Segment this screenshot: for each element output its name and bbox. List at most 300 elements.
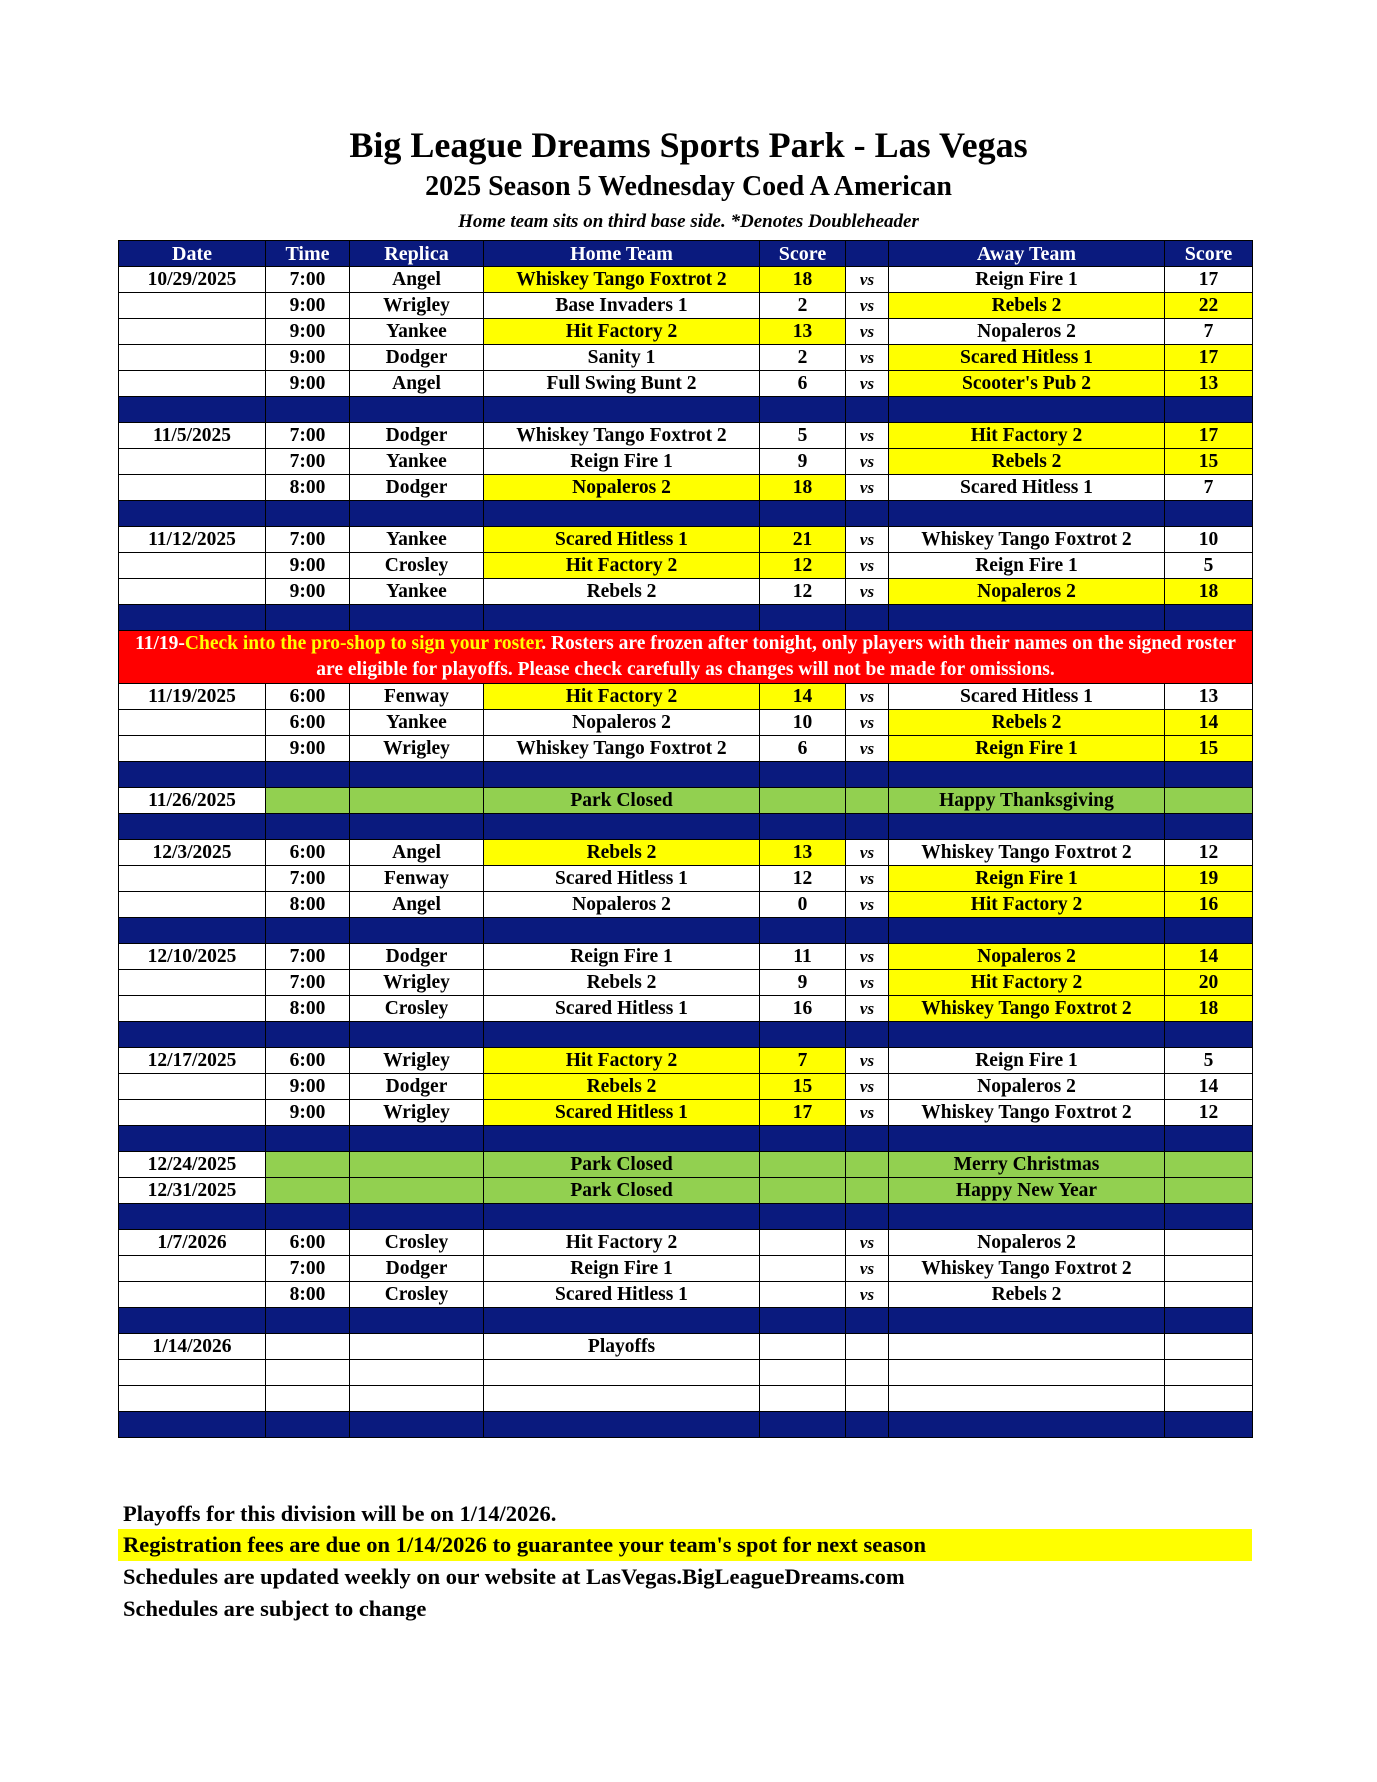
field-cell: Yankee	[350, 527, 484, 553]
separator-cell	[889, 1126, 1165, 1152]
away-team-cell: Whiskey Tango Foxtrot 2	[889, 996, 1165, 1022]
away-team-cell: Scared Hitless 1	[889, 684, 1165, 710]
home-score-cell: 14	[760, 684, 846, 710]
table-header-row	[119, 241, 1253, 267]
holiday-label: Merry Christmas	[889, 1152, 1165, 1178]
week-separator-row	[119, 501, 1253, 527]
away-score-cell: 5	[1165, 553, 1253, 579]
footer-disclaimer: Schedules are subject to change	[123, 1596, 427, 1621]
home-team-cell: Whiskey Tango Foxtrot 2	[484, 267, 760, 293]
game-row	[119, 579, 1253, 605]
away-score-cell: 14	[1165, 944, 1253, 970]
away-team-cell: Scared Hitless 1	[889, 475, 1165, 501]
separator-cell	[119, 397, 266, 423]
date-cell: 12/3/2025	[119, 840, 266, 866]
header-away-score: Score	[1165, 241, 1253, 267]
date-cell: 10/29/2025	[119, 267, 266, 293]
separator-cell	[1165, 1022, 1253, 1048]
separator-cell	[889, 1412, 1165, 1438]
time-cell: 7:00	[266, 449, 350, 475]
away-team-cell: Whiskey Tango Foxtrot 2	[889, 1256, 1165, 1282]
field-cell	[350, 1178, 484, 1204]
week-separator-row	[119, 762, 1253, 788]
separator-cell	[350, 814, 484, 840]
separator-cell	[760, 1022, 846, 1048]
away-score-cell	[1165, 1152, 1253, 1178]
separator-cell	[760, 397, 846, 423]
home-score-cell	[760, 1282, 846, 1308]
time-cell: 6:00	[266, 684, 350, 710]
home-score-cell: 18	[760, 267, 846, 293]
time-cell: 9:00	[266, 293, 350, 319]
field-cell: Fenway	[350, 684, 484, 710]
field-cell: Crosley	[350, 553, 484, 579]
date-cell	[119, 345, 266, 371]
separator-cell	[266, 501, 350, 527]
field-cell: Wrigley	[350, 293, 484, 319]
home-score-cell: 17	[760, 1100, 846, 1126]
separator-cell	[266, 1204, 350, 1230]
field-cell: Dodger	[350, 1074, 484, 1100]
away-score-cell: 13	[1165, 371, 1253, 397]
separator-cell	[119, 814, 266, 840]
field-cell: Fenway	[350, 866, 484, 892]
game-row	[119, 1256, 1253, 1282]
closed-label: Park Closed	[484, 1178, 760, 1204]
away-team-cell	[889, 1334, 1165, 1360]
separator-cell	[119, 1022, 266, 1048]
away-team-cell: Rebels 2	[889, 293, 1165, 319]
field-cell: Dodger	[350, 423, 484, 449]
date-cell	[119, 996, 266, 1022]
home-score-cell: 5	[760, 423, 846, 449]
separator-cell	[484, 814, 760, 840]
home-team-cell: Nopaleros 2	[484, 475, 760, 501]
home-team-cell: Nopaleros 2	[484, 710, 760, 736]
separator-cell	[1165, 1412, 1253, 1438]
field-cell: Dodger	[350, 345, 484, 371]
separator-cell	[350, 605, 484, 631]
vs-cell: vs	[846, 1048, 889, 1074]
home-team-cell: Whiskey Tango Foxtrot 2	[484, 423, 760, 449]
game-row	[119, 1360, 1253, 1386]
separator-cell	[119, 501, 266, 527]
field-cell: Angel	[350, 371, 484, 397]
field-cell: Crosley	[350, 1282, 484, 1308]
field-cell: Wrigley	[350, 970, 484, 996]
home-score-cell: 0	[760, 892, 846, 918]
time-cell: 6:00	[266, 840, 350, 866]
holiday-label: Happy Thanksgiving	[889, 788, 1165, 814]
time-cell: 7:00	[266, 1256, 350, 1282]
separator-cell	[266, 762, 350, 788]
separator-cell	[484, 1022, 760, 1048]
field-cell	[350, 1334, 484, 1360]
away-score-cell: 14	[1165, 710, 1253, 736]
home-team-cell: Scared Hitless 1	[484, 1100, 760, 1126]
vs-cell: vs	[846, 970, 889, 996]
separator-cell	[119, 1204, 266, 1230]
vs-cell: vs	[846, 345, 889, 371]
time-cell: 9:00	[266, 371, 350, 397]
separator-cell	[1165, 762, 1253, 788]
time-cell: 6:00	[266, 1048, 350, 1074]
time-cell	[266, 1178, 350, 1204]
home-score-cell: 18	[760, 475, 846, 501]
away-score-cell: 12	[1165, 840, 1253, 866]
separator-cell	[760, 762, 846, 788]
separator-cell	[350, 397, 484, 423]
separator-cell	[846, 1204, 889, 1230]
separator-cell	[760, 814, 846, 840]
home-team-cell: Rebels 2	[484, 579, 760, 605]
away-team-cell: Reign Fire 1	[889, 267, 1165, 293]
away-score-cell: 15	[1165, 449, 1253, 475]
separator-cell	[760, 1126, 846, 1152]
away-team-cell: Rebels 2	[889, 449, 1165, 475]
home-team-cell: Reign Fire 1	[484, 449, 760, 475]
vs-cell	[846, 1360, 889, 1386]
home-team-cell: Hit Factory 2	[484, 319, 760, 345]
separator-cell	[350, 1022, 484, 1048]
time-cell: 9:00	[266, 1074, 350, 1100]
week-separator-row	[119, 1412, 1253, 1438]
separator-cell	[760, 605, 846, 631]
vs-cell: vs	[846, 371, 889, 397]
roster-notice	[119, 631, 1253, 684]
date-cell: 11/19/2025	[119, 684, 266, 710]
separator-cell	[484, 1204, 760, 1230]
date-cell	[119, 1360, 266, 1386]
separator-cell	[1165, 918, 1253, 944]
separator-cell	[119, 605, 266, 631]
home-team-cell	[484, 1386, 760, 1412]
footer-registration: Registration fees are due on 1/14/2026 to guarantee your team's spot for next season	[118, 1529, 1252, 1561]
away-team-cell: Rebels 2	[889, 1282, 1165, 1308]
away-team-cell: Nopaleros 2	[889, 319, 1165, 345]
date-cell: 11/26/2025	[119, 788, 266, 814]
separator-cell	[484, 501, 760, 527]
vs-cell: vs	[846, 944, 889, 970]
home-team-cell: Hit Factory 2	[484, 1230, 760, 1256]
away-team-cell: Nopaleros 2	[889, 944, 1165, 970]
vs-cell: vs	[846, 319, 889, 345]
separator-cell	[350, 1412, 484, 1438]
date-cell: 12/17/2025	[119, 1048, 266, 1074]
game-row	[119, 866, 1253, 892]
home-team-cell: Nopaleros 2	[484, 892, 760, 918]
away-team-cell: Reign Fire 1	[889, 736, 1165, 762]
home-score-cell: 13	[760, 840, 846, 866]
time-cell	[266, 1334, 350, 1360]
field-cell	[350, 1360, 484, 1386]
game-row	[119, 892, 1253, 918]
game-row	[119, 371, 1253, 397]
separator-cell	[1165, 1308, 1253, 1334]
date-cell: 11/5/2025	[119, 423, 266, 449]
away-score-cell: 20	[1165, 970, 1253, 996]
game-row	[119, 944, 1253, 970]
header-vs	[846, 241, 889, 267]
home-team-cell: Scared Hitless 1	[484, 527, 760, 553]
separator-cell	[119, 762, 266, 788]
home-score-cell: 13	[760, 319, 846, 345]
away-score-cell: 17	[1165, 267, 1253, 293]
page-title: Big League Dreams Sports Park - Las Vegas	[349, 125, 1028, 165]
park-closed-row	[119, 1178, 1253, 1204]
separator-cell	[266, 918, 350, 944]
header-date: Date	[119, 241, 266, 267]
home-team-cell: Hit Factory 2	[484, 684, 760, 710]
home-score-cell: 11	[760, 944, 846, 970]
closed-label: Park Closed	[484, 1152, 760, 1178]
home-score-cell	[760, 1334, 846, 1360]
away-score-cell: 10	[1165, 527, 1253, 553]
field-cell: Dodger	[350, 475, 484, 501]
time-cell: 6:00	[266, 710, 350, 736]
away-team-cell	[889, 1360, 1165, 1386]
away-team-cell: Hit Factory 2	[889, 423, 1165, 449]
away-team-cell: Hit Factory 2	[889, 892, 1165, 918]
away-score-cell	[1165, 1230, 1253, 1256]
field-cell: Dodger	[350, 1256, 484, 1282]
separator-cell	[266, 605, 350, 631]
away-team-cell	[889, 1386, 1165, 1412]
home-team-cell: Base Invaders 1	[484, 293, 760, 319]
separator-cell	[484, 1126, 760, 1152]
separator-cell	[846, 1126, 889, 1152]
home-team-cell: Rebels 2	[484, 840, 760, 866]
time-cell: 8:00	[266, 996, 350, 1022]
seating-note: Home team sits on third base side. *Denotes Doubleheader	[458, 211, 919, 232]
time-cell: 9:00	[266, 1100, 350, 1126]
time-cell: 9:00	[266, 736, 350, 762]
time-cell: 8:00	[266, 475, 350, 501]
home-team-cell: Reign Fire 1	[484, 1256, 760, 1282]
date-cell: 11/12/2025	[119, 527, 266, 553]
away-score-cell	[1165, 1178, 1253, 1204]
vs-cell: vs	[846, 423, 889, 449]
game-row	[119, 1386, 1253, 1412]
date-cell: 1/7/2026	[119, 1230, 266, 1256]
separator-cell	[889, 1308, 1165, 1334]
vs-cell: vs	[846, 1074, 889, 1100]
away-score-cell: 5	[1165, 1048, 1253, 1074]
separator-cell	[484, 397, 760, 423]
separator-cell	[119, 1126, 266, 1152]
away-team-cell: Scared Hitless 1	[889, 345, 1165, 371]
field-cell	[350, 1152, 484, 1178]
separator-cell	[846, 1412, 889, 1438]
away-team-cell: Reign Fire 1	[889, 1048, 1165, 1074]
separator-cell	[846, 605, 889, 631]
notice-highlight: Check into the pro-shop to sign your roster	[184, 633, 542, 654]
separator-cell	[846, 918, 889, 944]
home-score-cell: 12	[760, 866, 846, 892]
home-team-cell	[484, 1360, 760, 1386]
header-home-team: Home Team	[484, 241, 760, 267]
vs-cell: vs	[846, 1256, 889, 1282]
away-team-cell: Scooter's Pub 2	[889, 371, 1165, 397]
separator-cell	[760, 918, 846, 944]
notice-date: 11/19-	[135, 633, 185, 654]
away-team-cell: Rebels 2	[889, 710, 1165, 736]
away-score-cell	[1165, 1256, 1253, 1282]
footer-playoffs: Playoffs for this division will be on 1/14/2026.	[123, 1501, 557, 1526]
home-score-cell	[760, 1386, 846, 1412]
vs-cell: vs	[846, 579, 889, 605]
separator-cell	[119, 1412, 266, 1438]
away-score-cell	[1165, 788, 1253, 814]
header-away-team: Away Team	[889, 241, 1165, 267]
time-cell: 9:00	[266, 579, 350, 605]
time-cell: 7:00	[266, 267, 350, 293]
separator-cell	[760, 501, 846, 527]
field-cell: Yankee	[350, 449, 484, 475]
home-team-cell: Rebels 2	[484, 1074, 760, 1100]
separator-cell	[846, 397, 889, 423]
away-score-cell: 17	[1165, 423, 1253, 449]
vs-cell: vs	[846, 527, 889, 553]
away-team-cell: Nopaleros 2	[889, 1074, 1165, 1100]
separator-cell	[484, 1308, 760, 1334]
date-cell	[119, 319, 266, 345]
home-score-cell	[760, 1152, 846, 1178]
field-cell	[350, 788, 484, 814]
home-score-cell: 7	[760, 1048, 846, 1074]
vs-cell: vs	[846, 866, 889, 892]
away-score-cell	[1165, 1282, 1253, 1308]
footer-website: Schedules are updated weekly on our website at LasVegas.BigLeagueDreams.com	[123, 1564, 905, 1589]
time-cell: 9:00	[266, 553, 350, 579]
date-cell	[119, 710, 266, 736]
separator-cell	[350, 918, 484, 944]
game-row	[119, 1100, 1253, 1126]
separator-cell	[1165, 1126, 1253, 1152]
separator-cell	[889, 762, 1165, 788]
game-row	[119, 423, 1253, 449]
home-team-cell: Sanity 1	[484, 345, 760, 371]
time-cell	[266, 1152, 350, 1178]
time-cell: 9:00	[266, 345, 350, 371]
game-row	[119, 267, 1253, 293]
separator-cell	[846, 1308, 889, 1334]
home-team-cell: Full Swing Bunt 2	[484, 371, 760, 397]
date-cell: 12/24/2025	[119, 1152, 266, 1178]
closed-label: Park Closed	[484, 788, 760, 814]
home-team-cell: Rebels 2	[484, 970, 760, 996]
game-row	[119, 840, 1253, 866]
home-team-cell: Scared Hitless 1	[484, 1282, 760, 1308]
home-team-cell: Hit Factory 2	[484, 1048, 760, 1074]
date-cell	[119, 293, 266, 319]
separator-cell	[889, 501, 1165, 527]
week-separator-row	[119, 1308, 1253, 1334]
vs-cell: vs	[846, 840, 889, 866]
date-cell	[119, 1386, 266, 1412]
holiday-label: Happy New Year	[889, 1178, 1165, 1204]
away-team-cell: Whiskey Tango Foxtrot 2	[889, 527, 1165, 553]
away-score-cell: 18	[1165, 996, 1253, 1022]
week-separator-row	[119, 1126, 1253, 1152]
date-cell: 12/31/2025	[119, 1178, 266, 1204]
home-score-cell: 9	[760, 449, 846, 475]
separator-cell	[266, 1308, 350, 1334]
vs-cell: vs	[846, 1230, 889, 1256]
game-row	[119, 1074, 1253, 1100]
home-team-cell: Scared Hitless 1	[484, 996, 760, 1022]
game-row	[119, 684, 1253, 710]
time-cell: 8:00	[266, 1282, 350, 1308]
time-cell	[266, 1386, 350, 1412]
time-cell	[266, 788, 350, 814]
separator-cell	[119, 1308, 266, 1334]
vs-cell: vs	[846, 710, 889, 736]
separator-cell	[1165, 501, 1253, 527]
home-score-cell	[760, 1230, 846, 1256]
date-cell	[119, 970, 266, 996]
vs-cell	[846, 1334, 889, 1360]
away-score-cell: 17	[1165, 345, 1253, 371]
field-cell: Yankee	[350, 710, 484, 736]
field-cell: Yankee	[350, 319, 484, 345]
home-team-cell: Whiskey Tango Foxtrot 2	[484, 736, 760, 762]
time-cell: 7:00	[266, 423, 350, 449]
vs-cell	[846, 1386, 889, 1412]
away-team-cell: Hit Factory 2	[889, 970, 1165, 996]
away-team-cell: Nopaleros 2	[889, 1230, 1165, 1256]
away-score-cell: 19	[1165, 866, 1253, 892]
vs-cell	[846, 1178, 889, 1204]
game-row	[119, 970, 1253, 996]
game-row	[119, 996, 1253, 1022]
away-score-cell: 22	[1165, 293, 1253, 319]
separator-cell	[350, 1126, 484, 1152]
date-cell	[119, 475, 266, 501]
field-cell: Wrigley	[350, 736, 484, 762]
separator-cell	[1165, 1204, 1253, 1230]
schedule-table	[118, 240, 1253, 1438]
week-separator-row	[119, 1204, 1253, 1230]
home-team-cell: Scared Hitless 1	[484, 866, 760, 892]
vs-cell	[846, 788, 889, 814]
vs-cell: vs	[846, 1282, 889, 1308]
separator-cell	[889, 814, 1165, 840]
vs-cell: vs	[846, 684, 889, 710]
week-separator-row	[119, 605, 1253, 631]
separator-cell	[484, 918, 760, 944]
roster-notice-row	[119, 631, 1253, 684]
home-score-cell: 2	[760, 345, 846, 371]
separator-cell	[889, 1022, 1165, 1048]
separator-cell	[266, 1412, 350, 1438]
date-cell	[119, 579, 266, 605]
separator-cell	[350, 762, 484, 788]
game-row	[119, 553, 1253, 579]
park-closed-row	[119, 1152, 1253, 1178]
separator-cell	[1165, 397, 1253, 423]
game-row	[119, 527, 1253, 553]
separator-cell	[1165, 814, 1253, 840]
week-separator-row	[119, 397, 1253, 423]
away-score-cell: 16	[1165, 892, 1253, 918]
home-score-cell: 9	[760, 970, 846, 996]
vs-cell: vs	[846, 553, 889, 579]
separator-cell	[846, 501, 889, 527]
away-team-cell: Reign Fire 1	[889, 553, 1165, 579]
away-score-cell: 12	[1165, 1100, 1253, 1126]
away-score-cell: 15	[1165, 736, 1253, 762]
